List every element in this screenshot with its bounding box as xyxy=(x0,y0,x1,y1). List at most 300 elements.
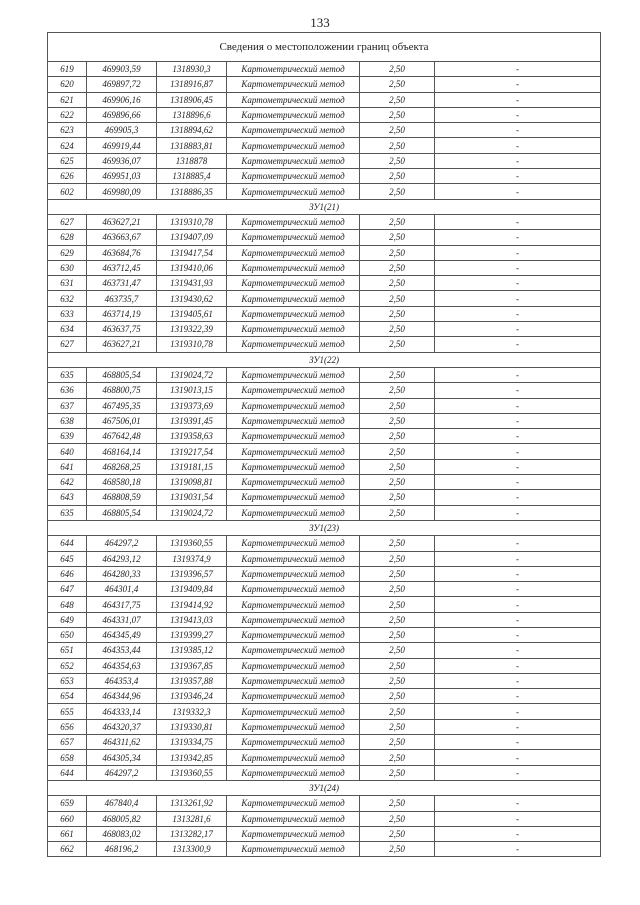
method-cell: Картометрический метод xyxy=(227,383,360,398)
method-cell: Картометрический метод xyxy=(227,291,360,306)
point-number-cell: 662 xyxy=(48,842,87,857)
point-number-cell: 628 xyxy=(48,230,87,245)
x-coordinate-cell: 463663,67 xyxy=(87,230,157,245)
point-number-cell: 657 xyxy=(48,735,87,750)
precision-cell: 2,50 xyxy=(360,765,435,780)
precision-cell: 2,50 xyxy=(360,184,435,199)
section-title: ЗУ1(22) xyxy=(48,352,601,367)
precision-cell: 2,50 xyxy=(360,475,435,490)
table-row xyxy=(48,398,601,413)
note-cell: - xyxy=(435,612,601,627)
x-coordinate-cell: 464345,49 xyxy=(87,627,157,642)
precision-cell: 2,50 xyxy=(360,214,435,229)
table-row xyxy=(48,107,601,122)
point-number-cell: 640 xyxy=(48,444,87,459)
note-cell: - xyxy=(435,260,601,275)
y-coordinate-cell: 1319410,06 xyxy=(157,260,227,275)
note-cell: - xyxy=(435,337,601,352)
point-number-cell: 631 xyxy=(48,276,87,291)
y-coordinate-cell: 1319417,54 xyxy=(157,245,227,260)
y-coordinate-cell: 1319217,54 xyxy=(157,444,227,459)
x-coordinate-cell: 463714,19 xyxy=(87,306,157,321)
boundary-table xyxy=(47,32,601,857)
y-coordinate-cell: 1319396,57 xyxy=(157,566,227,581)
precision-cell: 2,50 xyxy=(360,444,435,459)
point-number-cell: 637 xyxy=(48,398,87,413)
table-row xyxy=(48,750,601,765)
table-row xyxy=(48,322,601,337)
y-coordinate-cell: 1319310,78 xyxy=(157,337,227,352)
note-cell: - xyxy=(435,673,601,688)
method-cell: Картометрический метод xyxy=(227,566,360,581)
table-row xyxy=(48,826,601,841)
precision-cell: 2,50 xyxy=(360,750,435,765)
precision-cell: 2,50 xyxy=(360,138,435,153)
note-cell: - xyxy=(435,536,601,551)
precision-cell: 2,50 xyxy=(360,429,435,444)
note-cell: - xyxy=(435,582,601,597)
point-number-cell: 653 xyxy=(48,673,87,688)
x-coordinate-cell: 464331,07 xyxy=(87,612,157,627)
method-cell: Картометрический метод xyxy=(227,367,360,382)
note-cell: - xyxy=(435,475,601,490)
y-coordinate-cell: 1319013,15 xyxy=(157,383,227,398)
section-row xyxy=(48,199,601,214)
precision-cell: 2,50 xyxy=(360,796,435,811)
precision-cell: 2,50 xyxy=(360,322,435,337)
point-number-cell: 644 xyxy=(48,536,87,551)
table-row xyxy=(48,643,601,658)
x-coordinate-cell: 468164,14 xyxy=(87,444,157,459)
note-cell: - xyxy=(435,169,601,184)
table-row xyxy=(48,169,601,184)
point-number-cell: 635 xyxy=(48,367,87,382)
y-coordinate-cell: 1319024,72 xyxy=(157,367,227,382)
y-coordinate-cell: 1319322,39 xyxy=(157,322,227,337)
precision-cell: 2,50 xyxy=(360,505,435,520)
table-row xyxy=(48,704,601,719)
note-cell: - xyxy=(435,230,601,245)
precision-cell: 2,50 xyxy=(360,689,435,704)
y-coordinate-cell: 1319405,61 xyxy=(157,306,227,321)
y-coordinate-cell: 1319098,81 xyxy=(157,475,227,490)
precision-cell: 2,50 xyxy=(360,107,435,122)
x-coordinate-cell: 468805,54 xyxy=(87,505,157,520)
note-cell: - xyxy=(435,566,601,581)
y-coordinate-cell: 1319391,45 xyxy=(157,413,227,428)
x-coordinate-cell: 464353,4 xyxy=(87,673,157,688)
note-cell: - xyxy=(435,123,601,138)
y-coordinate-cell: 1319357,88 xyxy=(157,673,227,688)
method-cell: Картометрический метод xyxy=(227,811,360,826)
note-cell: - xyxy=(435,597,601,612)
precision-cell: 2,50 xyxy=(360,337,435,352)
x-coordinate-cell: 463637,75 xyxy=(87,322,157,337)
x-coordinate-cell: 463731,47 xyxy=(87,276,157,291)
point-number-cell: 648 xyxy=(48,597,87,612)
method-cell: Картометрический метод xyxy=(227,735,360,750)
note-cell: - xyxy=(435,306,601,321)
table-row xyxy=(48,612,601,627)
section-title: ЗУ1(21) xyxy=(48,199,601,214)
x-coordinate-cell: 469906,16 xyxy=(87,92,157,107)
precision-cell: 2,50 xyxy=(360,811,435,826)
method-cell: Картометрический метод xyxy=(227,673,360,688)
x-coordinate-cell: 468005,82 xyxy=(87,811,157,826)
section-title: ЗУ1(24) xyxy=(48,780,601,795)
point-number-cell: 647 xyxy=(48,582,87,597)
point-number-cell: 629 xyxy=(48,245,87,260)
point-number-cell: 627 xyxy=(48,337,87,352)
y-coordinate-cell: 1318878 xyxy=(157,153,227,168)
x-coordinate-cell: 464333,14 xyxy=(87,704,157,719)
table-row xyxy=(48,306,601,321)
method-cell: Картометрический метод xyxy=(227,413,360,428)
y-coordinate-cell: 1319407,09 xyxy=(157,230,227,245)
table-row xyxy=(48,658,601,673)
x-coordinate-cell: 467642,48 xyxy=(87,429,157,444)
precision-cell: 2,50 xyxy=(360,612,435,627)
method-cell: Картометрический метод xyxy=(227,551,360,566)
table-row xyxy=(48,383,601,398)
point-number-cell: 639 xyxy=(48,429,87,444)
y-coordinate-cell: 1318894,62 xyxy=(157,123,227,138)
note-cell: - xyxy=(435,505,601,520)
y-coordinate-cell: 1319330,81 xyxy=(157,719,227,734)
y-coordinate-cell: 1313261,92 xyxy=(157,796,227,811)
method-cell: Картометрический метод xyxy=(227,475,360,490)
method-cell: Картометрический метод xyxy=(227,77,360,92)
table-row xyxy=(48,123,601,138)
method-cell: Картометрический метод xyxy=(227,306,360,321)
y-coordinate-cell: 1318896,6 xyxy=(157,107,227,122)
note-cell: - xyxy=(435,245,601,260)
precision-cell: 2,50 xyxy=(360,62,435,77)
point-number-cell: 641 xyxy=(48,459,87,474)
note-cell: - xyxy=(435,842,601,857)
table-row xyxy=(48,459,601,474)
table-row xyxy=(48,444,601,459)
table-row xyxy=(48,291,601,306)
y-coordinate-cell: 1319031,54 xyxy=(157,490,227,505)
x-coordinate-cell: 469936,07 xyxy=(87,153,157,168)
point-number-cell: 632 xyxy=(48,291,87,306)
precision-cell: 2,50 xyxy=(360,230,435,245)
point-number-cell: 651 xyxy=(48,643,87,658)
table-row xyxy=(48,77,601,92)
point-number-cell: 625 xyxy=(48,153,87,168)
note-cell: - xyxy=(435,153,601,168)
point-number-cell: 645 xyxy=(48,551,87,566)
method-cell: Картометрический метод xyxy=(227,184,360,199)
note-cell: - xyxy=(435,735,601,750)
point-number-cell: 633 xyxy=(48,306,87,321)
boundary-table-sheet xyxy=(47,32,600,857)
precision-cell: 2,50 xyxy=(360,459,435,474)
precision-cell: 2,50 xyxy=(360,77,435,92)
y-coordinate-cell: 1319373,69 xyxy=(157,398,227,413)
method-cell: Картометрический метод xyxy=(227,643,360,658)
precision-cell: 2,50 xyxy=(360,719,435,734)
x-coordinate-cell: 468196,2 xyxy=(87,842,157,857)
method-cell: Картометрический метод xyxy=(227,444,360,459)
method-cell: Картометрический метод xyxy=(227,689,360,704)
y-coordinate-cell: 1319360,55 xyxy=(157,536,227,551)
y-coordinate-cell: 1318916,87 xyxy=(157,77,227,92)
y-coordinate-cell: 1319431,93 xyxy=(157,276,227,291)
precision-cell: 2,50 xyxy=(360,260,435,275)
x-coordinate-cell: 469980,09 xyxy=(87,184,157,199)
point-number-cell: 624 xyxy=(48,138,87,153)
method-cell: Картометрический метод xyxy=(227,750,360,765)
method-cell: Картометрический метод xyxy=(227,505,360,520)
point-number-cell: 659 xyxy=(48,796,87,811)
y-coordinate-cell: 1318906,45 xyxy=(157,92,227,107)
table-row xyxy=(48,673,601,688)
precision-cell: 2,50 xyxy=(360,643,435,658)
table-row xyxy=(48,62,601,77)
method-cell: Картометрический метод xyxy=(227,627,360,642)
y-coordinate-cell: 1318886,35 xyxy=(157,184,227,199)
precision-cell: 2,50 xyxy=(360,306,435,321)
x-coordinate-cell: 464344,96 xyxy=(87,689,157,704)
method-cell: Картометрический метод xyxy=(227,276,360,291)
note-cell: - xyxy=(435,444,601,459)
note-cell: - xyxy=(435,92,601,107)
x-coordinate-cell: 468268,25 xyxy=(87,459,157,474)
note-cell: - xyxy=(435,413,601,428)
point-number-cell: 630 xyxy=(48,260,87,275)
x-coordinate-cell: 468083,02 xyxy=(87,826,157,841)
note-cell: - xyxy=(435,658,601,673)
y-coordinate-cell: 1319332,3 xyxy=(157,704,227,719)
method-cell: Картометрический метод xyxy=(227,612,360,627)
table-row xyxy=(48,811,601,826)
x-coordinate-cell: 468805,54 xyxy=(87,367,157,382)
point-number-cell: 654 xyxy=(48,689,87,704)
table-row xyxy=(48,719,601,734)
x-coordinate-cell: 464297,2 xyxy=(87,536,157,551)
point-number-cell: 602 xyxy=(48,184,87,199)
note-cell: - xyxy=(435,383,601,398)
y-coordinate-cell: 1319374,9 xyxy=(157,551,227,566)
precision-cell: 2,50 xyxy=(360,153,435,168)
table-row xyxy=(48,505,601,520)
x-coordinate-cell: 464353,44 xyxy=(87,643,157,658)
section-row xyxy=(48,780,601,795)
note-cell: - xyxy=(435,107,601,122)
y-coordinate-cell: 1319430,62 xyxy=(157,291,227,306)
note-cell: - xyxy=(435,826,601,841)
method-cell: Картометрический метод xyxy=(227,429,360,444)
table-row xyxy=(48,230,601,245)
method-cell: Картометрический метод xyxy=(227,62,360,77)
x-coordinate-cell: 469897,72 xyxy=(87,77,157,92)
y-coordinate-cell: 1319360,55 xyxy=(157,765,227,780)
note-cell: - xyxy=(435,398,601,413)
y-coordinate-cell: 1319414,92 xyxy=(157,597,227,612)
point-number-cell: 621 xyxy=(48,92,87,107)
table-row xyxy=(48,566,601,581)
method-cell: Картометрический метод xyxy=(227,459,360,474)
precision-cell: 2,50 xyxy=(360,735,435,750)
point-number-cell: 636 xyxy=(48,383,87,398)
precision-cell: 2,50 xyxy=(360,367,435,382)
note-cell: - xyxy=(435,689,601,704)
method-cell: Картометрический метод xyxy=(227,704,360,719)
method-cell: Картометрический метод xyxy=(227,107,360,122)
precision-cell: 2,50 xyxy=(360,276,435,291)
precision-cell: 2,50 xyxy=(360,551,435,566)
section-title: ЗУ1(23) xyxy=(48,520,601,535)
method-cell: Картометрический метод xyxy=(227,842,360,857)
table-row xyxy=(48,413,601,428)
x-coordinate-cell: 464301,4 xyxy=(87,582,157,597)
precision-cell: 2,50 xyxy=(360,582,435,597)
note-cell: - xyxy=(435,276,601,291)
note-cell: - xyxy=(435,796,601,811)
precision-cell: 2,50 xyxy=(360,413,435,428)
method-cell: Картометрический метод xyxy=(227,796,360,811)
note-cell: - xyxy=(435,429,601,444)
y-coordinate-cell: 1318883,81 xyxy=(157,138,227,153)
method-cell: Картометрический метод xyxy=(227,245,360,260)
precision-cell: 2,50 xyxy=(360,627,435,642)
note-cell: - xyxy=(435,459,601,474)
point-number-cell: 642 xyxy=(48,475,87,490)
precision-cell: 2,50 xyxy=(360,597,435,612)
point-number-cell: 652 xyxy=(48,658,87,673)
note-cell: - xyxy=(435,322,601,337)
precision-cell: 2,50 xyxy=(360,490,435,505)
table-title: Сведения о местоположении границ объекта xyxy=(48,33,601,62)
x-coordinate-cell: 469896,66 xyxy=(87,107,157,122)
point-number-cell: 635 xyxy=(48,505,87,520)
point-number-cell: 634 xyxy=(48,322,87,337)
table-row xyxy=(48,689,601,704)
table-row xyxy=(48,367,601,382)
y-coordinate-cell: 1313300,9 xyxy=(157,842,227,857)
note-cell: - xyxy=(435,138,601,153)
y-coordinate-cell: 1318930,3 xyxy=(157,62,227,77)
point-number-cell: 620 xyxy=(48,77,87,92)
table-header-row xyxy=(48,33,601,62)
table-row xyxy=(48,153,601,168)
y-coordinate-cell: 1319024,72 xyxy=(157,505,227,520)
precision-cell: 2,50 xyxy=(360,536,435,551)
y-coordinate-cell: 1319399,27 xyxy=(157,627,227,642)
method-cell: Картометрический метод xyxy=(227,398,360,413)
x-coordinate-cell: 467495,35 xyxy=(87,398,157,413)
point-number-cell: 622 xyxy=(48,107,87,122)
table-row xyxy=(48,276,601,291)
method-cell: Картометрический метод xyxy=(227,153,360,168)
note-cell: - xyxy=(435,214,601,229)
x-coordinate-cell: 464280,33 xyxy=(87,566,157,581)
note-cell: - xyxy=(435,627,601,642)
section-row xyxy=(48,352,601,367)
note-cell: - xyxy=(435,77,601,92)
y-coordinate-cell: 1313282,17 xyxy=(157,826,227,841)
x-coordinate-cell: 463684,76 xyxy=(87,245,157,260)
method-cell: Картометрический метод xyxy=(227,322,360,337)
y-coordinate-cell: 1318885,4 xyxy=(157,169,227,184)
precision-cell: 2,50 xyxy=(360,826,435,841)
point-number-cell: 643 xyxy=(48,490,87,505)
x-coordinate-cell: 464320,37 xyxy=(87,719,157,734)
point-number-cell: 623 xyxy=(48,123,87,138)
x-coordinate-cell: 469951,03 xyxy=(87,169,157,184)
note-cell: - xyxy=(435,811,601,826)
table-row xyxy=(48,245,601,260)
table-row xyxy=(48,551,601,566)
note-cell: - xyxy=(435,704,601,719)
point-number-cell: 656 xyxy=(48,719,87,734)
precision-cell: 2,50 xyxy=(360,169,435,184)
table-row xyxy=(48,796,601,811)
y-coordinate-cell: 1319181,15 xyxy=(157,459,227,474)
y-coordinate-cell: 1319409,84 xyxy=(157,582,227,597)
method-cell: Картометрический метод xyxy=(227,719,360,734)
point-number-cell: 619 xyxy=(48,62,87,77)
precision-cell: 2,50 xyxy=(360,566,435,581)
table-row xyxy=(48,582,601,597)
page-number: 133 xyxy=(310,15,330,30)
method-cell: Картометрический метод xyxy=(227,582,360,597)
y-coordinate-cell: 1319310,78 xyxy=(157,214,227,229)
table-row xyxy=(48,475,601,490)
note-cell: - xyxy=(435,367,601,382)
method-cell: Картометрический метод xyxy=(227,337,360,352)
table-row xyxy=(48,627,601,642)
method-cell: Картометрический метод xyxy=(227,138,360,153)
point-number-cell: 644 xyxy=(48,765,87,780)
precision-cell: 2,50 xyxy=(360,842,435,857)
x-coordinate-cell: 463712,45 xyxy=(87,260,157,275)
x-coordinate-cell: 467840,4 xyxy=(87,796,157,811)
point-number-cell: 655 xyxy=(48,704,87,719)
table-row xyxy=(48,765,601,780)
y-coordinate-cell: 1319358,63 xyxy=(157,429,227,444)
method-cell: Картометрический метод xyxy=(227,658,360,673)
x-coordinate-cell: 469919,44 xyxy=(87,138,157,153)
x-coordinate-cell: 463627,21 xyxy=(87,214,157,229)
x-coordinate-cell: 464305,34 xyxy=(87,750,157,765)
table-row xyxy=(48,92,601,107)
note-cell: - xyxy=(435,765,601,780)
x-coordinate-cell: 463735,7 xyxy=(87,291,157,306)
table-row xyxy=(48,260,601,275)
note-cell: - xyxy=(435,750,601,765)
x-coordinate-cell: 463627,21 xyxy=(87,337,157,352)
precision-cell: 2,50 xyxy=(360,291,435,306)
precision-cell: 2,50 xyxy=(360,92,435,107)
x-coordinate-cell: 468800,75 xyxy=(87,383,157,398)
point-number-cell: 646 xyxy=(48,566,87,581)
note-cell: - xyxy=(435,719,601,734)
point-number-cell: 627 xyxy=(48,214,87,229)
method-cell: Картометрический метод xyxy=(227,92,360,107)
table-row xyxy=(48,490,601,505)
method-cell: Картометрический метод xyxy=(227,597,360,612)
precision-cell: 2,50 xyxy=(360,398,435,413)
point-number-cell: 626 xyxy=(48,169,87,184)
precision-cell: 2,50 xyxy=(360,245,435,260)
y-coordinate-cell: 1319334,75 xyxy=(157,735,227,750)
table-row xyxy=(48,214,601,229)
x-coordinate-cell: 464293,12 xyxy=(87,551,157,566)
note-cell: - xyxy=(435,62,601,77)
